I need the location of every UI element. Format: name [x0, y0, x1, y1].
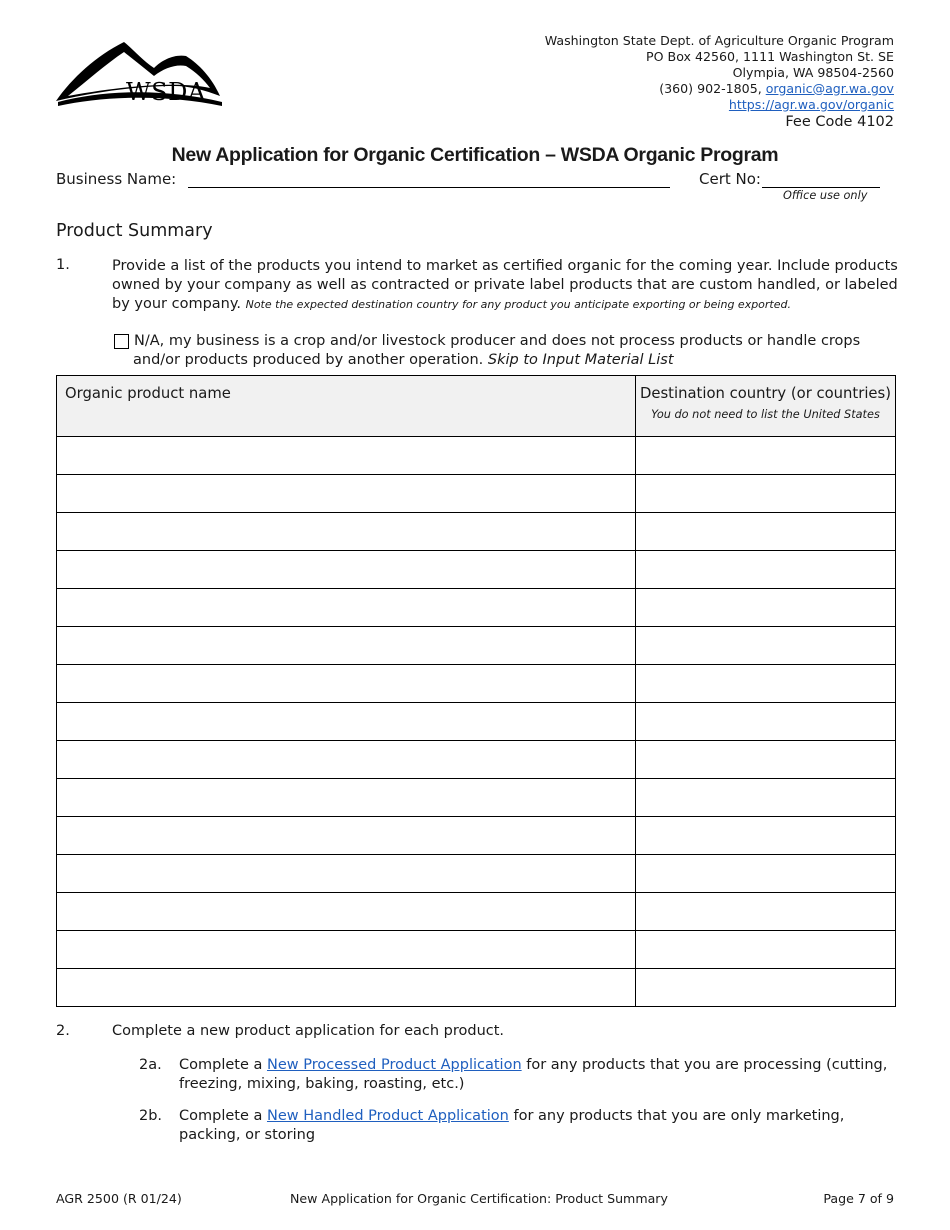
product-name-cell[interactable]: [57, 817, 636, 855]
item2b-text: Complete a New Handled Product Application for any products that you are only marketing, packing, or storing: [179, 1108, 845, 1143]
email-link[interactable]: organic@agr.wa.gov: [765, 80, 894, 96]
destination-cell[interactable]: [636, 665, 896, 703]
address-line: Washington State Dept. of Agriculture Organic Program: [544, 33, 894, 48]
footer-page-number: Page 7 of 9: [823, 1191, 894, 1206]
product-name-cell[interactable]: [57, 969, 636, 1007]
product-name-cell[interactable]: [57, 551, 636, 589]
destination-cell[interactable]: [636, 969, 896, 1007]
destination-cell[interactable]: [636, 741, 896, 779]
item2a-label: 2a.: [139, 1057, 162, 1073]
product-name-cell[interactable]: [57, 437, 636, 475]
item1-instructions: [112, 257, 902, 314]
product-name-cell[interactable]: [57, 475, 636, 513]
business-name-label: Business Name:: [56, 170, 177, 188]
phone-text: (360) 902-1805,: [659, 80, 766, 96]
table-row: [57, 437, 896, 475]
table-row: [57, 779, 896, 817]
na-checkbox[interactable]: [114, 334, 129, 349]
table-row: [57, 741, 896, 779]
destination-cell[interactable]: [636, 551, 896, 589]
na-checkbox-label-cont: and/or products produced by another operation. Skip to Input Material List: [133, 352, 674, 368]
destination-cell[interactable]: [636, 931, 896, 969]
item2-text: Complete a new product application for each product.: [112, 1023, 505, 1039]
logo-text: WSDA: [126, 78, 206, 106]
fee-code: Fee Code 4102: [785, 114, 894, 130]
item-number: 1.: [56, 257, 70, 273]
product-name-cell[interactable]: [57, 741, 636, 779]
product-name-cell[interactable]: [57, 627, 636, 665]
destination-cell[interactable]: [636, 513, 896, 551]
table-row: [57, 703, 896, 741]
table-row: [57, 627, 896, 665]
product-name-cell[interactable]: [57, 589, 636, 627]
product-name-cell[interactable]: [57, 703, 636, 741]
item2a-text: Complete a New Processed Product Application for any products that you are processing (cutting, freezing, mixing, baking, roasting, etc.): [179, 1057, 888, 1092]
destination-cell[interactable]: [636, 779, 896, 817]
table-row: [57, 551, 896, 589]
item-number: 2.: [56, 1023, 70, 1039]
office-use-note: Office use only: [783, 189, 868, 202]
table-row: [57, 893, 896, 931]
table-row: [57, 817, 896, 855]
footer-form-id: AGR 2500 (R 01/24): [56, 1191, 182, 1206]
cert-no-field[interactable]: [762, 187, 880, 188]
item2b-label: 2b.: [139, 1108, 163, 1124]
destination-cell[interactable]: [636, 893, 896, 931]
business-name-field[interactable]: [188, 187, 670, 188]
table-header-row: [57, 376, 896, 437]
destination-cell[interactable]: [636, 855, 896, 893]
product-name-cell[interactable]: [57, 779, 636, 817]
table-row: [57, 513, 896, 551]
website-link[interactable]: https://agr.wa.gov/organic: [728, 96, 894, 112]
section-title: Product Summary: [56, 221, 213, 241]
col-header-product: Organic product name: [57, 376, 636, 437]
wsda-logo: [54, 38, 224, 113]
destination-cell[interactable]: [636, 627, 896, 665]
table-row: [57, 665, 896, 703]
product-table: [56, 375, 896, 1007]
product-name-cell[interactable]: [57, 513, 636, 551]
table-row: [57, 475, 896, 513]
table-row: [57, 855, 896, 893]
destination-cell[interactable]: [636, 437, 896, 475]
col-subheader: You do not need to list the United States: [651, 408, 880, 421]
footer-title: New Application for Organic Certification: Product Summary: [290, 1191, 668, 1206]
table-row: [57, 969, 896, 1007]
address-line: PO Box 42560, 1111 Washington St. SE: [646, 48, 894, 64]
product-name-cell[interactable]: [57, 855, 636, 893]
address-line: Olympia, WA 98504-2560: [732, 64, 894, 80]
processed-product-app-link[interactable]: New Processed Product Application: [266, 1057, 522, 1073]
product-name-cell[interactable]: [57, 665, 636, 703]
product-name-cell[interactable]: [57, 893, 636, 931]
product-name-cell[interactable]: [57, 931, 636, 969]
page-title: New Application for Organic Certification – WSDA Organic Program: [171, 144, 779, 166]
item2a: [139, 1056, 899, 1096]
destination-cell[interactable]: [636, 703, 896, 741]
destination-cell[interactable]: [636, 817, 896, 855]
contact-line: [545, 81, 894, 97]
cert-no-label: Cert No:: [699, 170, 761, 188]
table-row: [57, 589, 896, 627]
col-header-destination: Destination country (or countries) You do not need to list the United States: [636, 376, 896, 437]
table-row: [57, 931, 896, 969]
skip-instruction: Skip to Input Material List: [487, 352, 674, 368]
handled-product-app-link[interactable]: New Handled Product Application: [266, 1108, 509, 1124]
item1-text: Provide a list of the products you intend to market as certified organic for the coming year. Include products owned by your company as well as contracted or private label products that are custom handled, or labeled by your company.: [112, 258, 898, 312]
na-checkbox-label: N/A, my business is a crop and/or livestock producer and does not process products or handle crops: [134, 333, 861, 349]
item1-note: Note the expected destination country for any product you anticipate exporting or being exported.: [245, 298, 791, 311]
destination-cell[interactable]: [636, 475, 896, 513]
item2b: [139, 1107, 899, 1147]
address-block: [545, 33, 894, 113]
destination-cell[interactable]: [636, 589, 896, 627]
